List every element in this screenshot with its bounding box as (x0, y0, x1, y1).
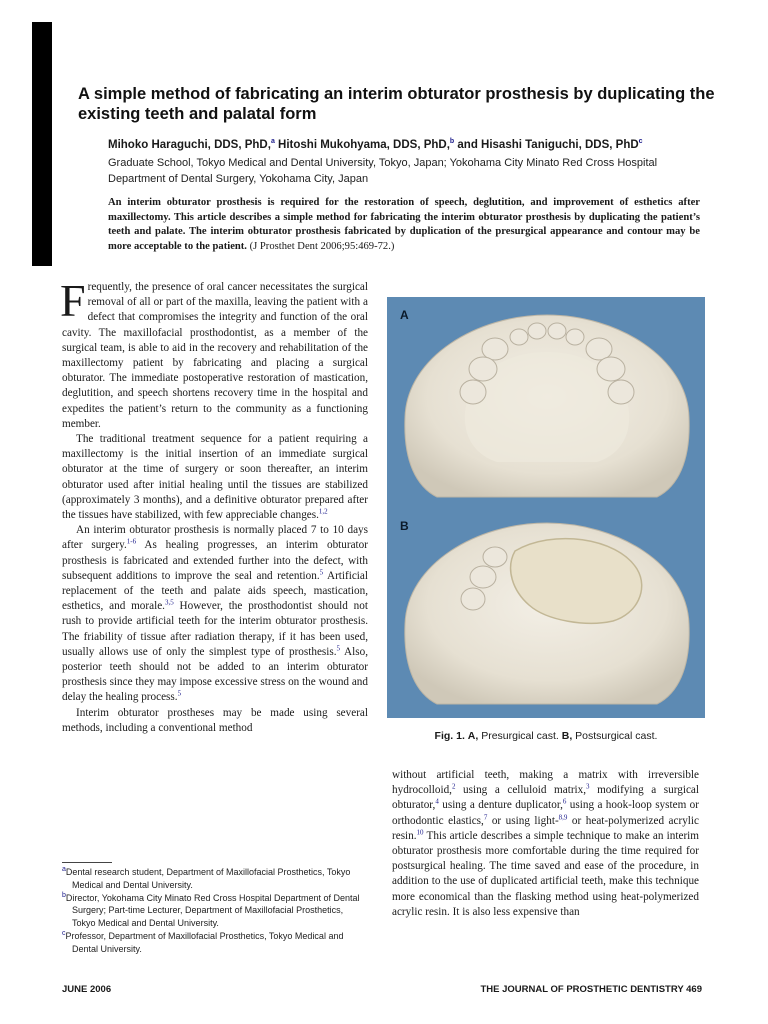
paragraph-2-text: The traditional treatment sequence for a patient requiring a maxillectomy is the initial insertion of an immediate surgical obturator at the time of surgery or soon thereafter, an interim obturator used after initial healing until the tissues are stabilized (approximately 3 months), and a definitive obturator prepared after the tissues have stabilized, with few appreciable changes. (62, 433, 368, 522)
citation-ref[interactable]: 5 (177, 689, 182, 698)
figure-1 (387, 297, 705, 718)
caption-b-label: B, (561, 730, 573, 742)
citation-ref[interactable]: 1-6 (126, 537, 137, 546)
footer-date: JUNE 2006 (62, 984, 112, 995)
footnote-c (62, 930, 368, 956)
citation-ref[interactable]: 3 (586, 782, 590, 791)
footnote-marker: b (62, 891, 66, 899)
footnote-a (62, 866, 368, 892)
footnote-b-text: Director, Yokohama City Minato Red Cross Hospital Department of Dental Surgery; Part-time Lecturer, Department of Maxillofacial Prosthetics, Tokyo Medical and Dental University. (65, 892, 360, 929)
panel-label-b: B (400, 519, 409, 533)
citation-ref[interactable]: 5 (336, 644, 341, 653)
author-list (108, 138, 728, 153)
footnote-b (62, 892, 368, 930)
author-3-affil[interactable]: c (638, 138, 643, 146)
postsurgical-cast-image (387, 509, 705, 718)
footnote-c-text: Professor, Department of Maxillofacial Prosthetics, Tokyo Medical and Dental University. (65, 930, 344, 954)
presurgical-cast-image (387, 297, 705, 509)
paragraph-3-text: Also, posterior teeth should not be added to an interim obturator prosthesis since they may impose excessive stress on the wound and delay the healing process. (62, 645, 368, 704)
author-1-affil[interactable]: a (270, 138, 275, 146)
author-2-affil[interactable]: b (449, 138, 455, 146)
citation-ref[interactable]: 4 (435, 797, 439, 806)
body-text: or using light- (487, 814, 559, 827)
footnotes (62, 866, 368, 956)
footnote-a-text: Dental research student, Department of Maxillofacial Prosthetics, Tokyo Medical and Dental University. (65, 867, 351, 890)
author-3: and Hisashi Taniguchi, DDS, PhD (454, 139, 639, 151)
body-column-left (60, 275, 368, 736)
body-text: modifying a surgical obturator, (392, 784, 699, 812)
citation-ref[interactable]: 5 (319, 568, 324, 577)
footnote-marker: c (62, 929, 66, 937)
paragraph-3-text: An interim obturator prosthesis is normally placed 7 to 10 days after surgery. (62, 524, 368, 552)
affiliation: Graduate School, Tokyo Medical and Dental University, Tokyo, Japan; Yokohama City Minato Red Cross Hospital Department of Dental Surgery, Yokohama City, Japan (108, 157, 658, 185)
body-text: using a celluloid matrix, (455, 784, 587, 797)
paragraph-3 (62, 523, 368, 705)
caption-a-text: Presurgical cast. (478, 730, 562, 742)
body-text: This article describes a simple technique to make an interim obturator prosthesis more comfortable during the time required for postsurgical healing. The time saved and ease of the procedure, in addition to the use of duplicated artificial teeth, make this technique more economical than the flasking method using heat-polymerized acrylic resin. It is also less expensive than (392, 829, 699, 918)
abstract-text: An interim obturator prosthesis is required for the restoration of speech, deglutition, and improvement of esthetics after maxillectomy. This article describes a simple method for fabricating the interim obturator prosthesis by duplicating the patient’s teeth and palate. The interim obturator prosthesis fabricated by duplication of the presurgical appearance and contour may be more acceptable to the patient. (108, 197, 700, 252)
citation-ref[interactable]: 7 (483, 812, 488, 821)
paragraph-4: Interim obturator prostheses may be made using several methods, including a conventional method (62, 706, 368, 734)
footnote-divider (62, 862, 112, 863)
body-text: or heat-polymerized acrylic resin. (392, 814, 699, 842)
citation-ref[interactable]: 8,9 (558, 812, 568, 821)
caption-label: Fig. 1. (434, 730, 465, 742)
citation-ref[interactable]: 6 (562, 797, 567, 806)
paragraph-1 (60, 275, 368, 432)
paragraph-2 (62, 432, 368, 523)
footnote-marker: a (62, 866, 66, 873)
sidebar-bar (32, 22, 52, 266)
footer-journal-page: THE JOURNAL OF PROSTHETIC DENTISTRY 469 (480, 984, 702, 995)
paragraph-3-text: As healing progresses, an interim obturator prosthesis is fabricated and extended further into the defect, with subsequent additions to improve the seal and retention. (62, 539, 368, 582)
figure-caption (387, 730, 705, 742)
citation-ref[interactable]: 1,2 (318, 507, 328, 516)
citation-ref[interactable]: 2 (451, 782, 456, 791)
caption-b-text: Postsurgical cast. (572, 730, 658, 742)
panel-label-a: A (400, 308, 409, 322)
caption-a-label: A, (467, 730, 479, 742)
abstract (108, 196, 700, 254)
paragraph-1-text: requently, the presence of oral cancer necessitates the surgical removal of all or part of the maxilla, leaving the patient with a defect that compromises the integrity and function of the oral cavity. The maxillofacial prosthodontist, as a member of the surgical team, is able to aid in the recovery and rehabilitation of the maxillectomy patient by fabricating and placing a surgical obturator. The immediate postoperative restoration of mastication, deglutition, and speech shortens recovery time in the hospital and expedites the patient’s return to the community as a functioning member. (62, 281, 368, 430)
abstract-citation: (J Prosthet Dent 2006;95:469-72.) (246, 240, 395, 252)
citation-ref[interactable]: 10 (416, 828, 424, 837)
paragraph-3-text: However, the prosthodontist should not rush to provide artificial teeth for the interim obturator prosthesis. The friability of tissue after radiation therapy, if it has been used, usually allows use of only the simplest type of prosthesis. (62, 600, 368, 658)
paragraph-3-text: Artificial replacement of the teeth and palate aids speech, mastication, esthetics, and morale. (62, 569, 368, 613)
author-1: Mihoko Haraguchi, DDS, PhD, (108, 139, 271, 151)
body-text: without artificial teeth, making a matrix with irreversible hydrocolloid, (392, 769, 699, 797)
citation-ref[interactable]: 3,5 (164, 598, 174, 607)
body-text: using a hook-loop system or orthodontic elastics, (392, 799, 699, 827)
author-2: Hitoshi Mukohyama, DDS, PhD, (274, 139, 450, 151)
drop-cap: F (60, 275, 86, 326)
body-text: using a denture duplicator, (438, 799, 563, 812)
body-column-right (392, 768, 699, 920)
article-title: A simple method of fabricating an interim obturator prosthesis by duplicating the existing teeth and palatal form (78, 85, 715, 123)
